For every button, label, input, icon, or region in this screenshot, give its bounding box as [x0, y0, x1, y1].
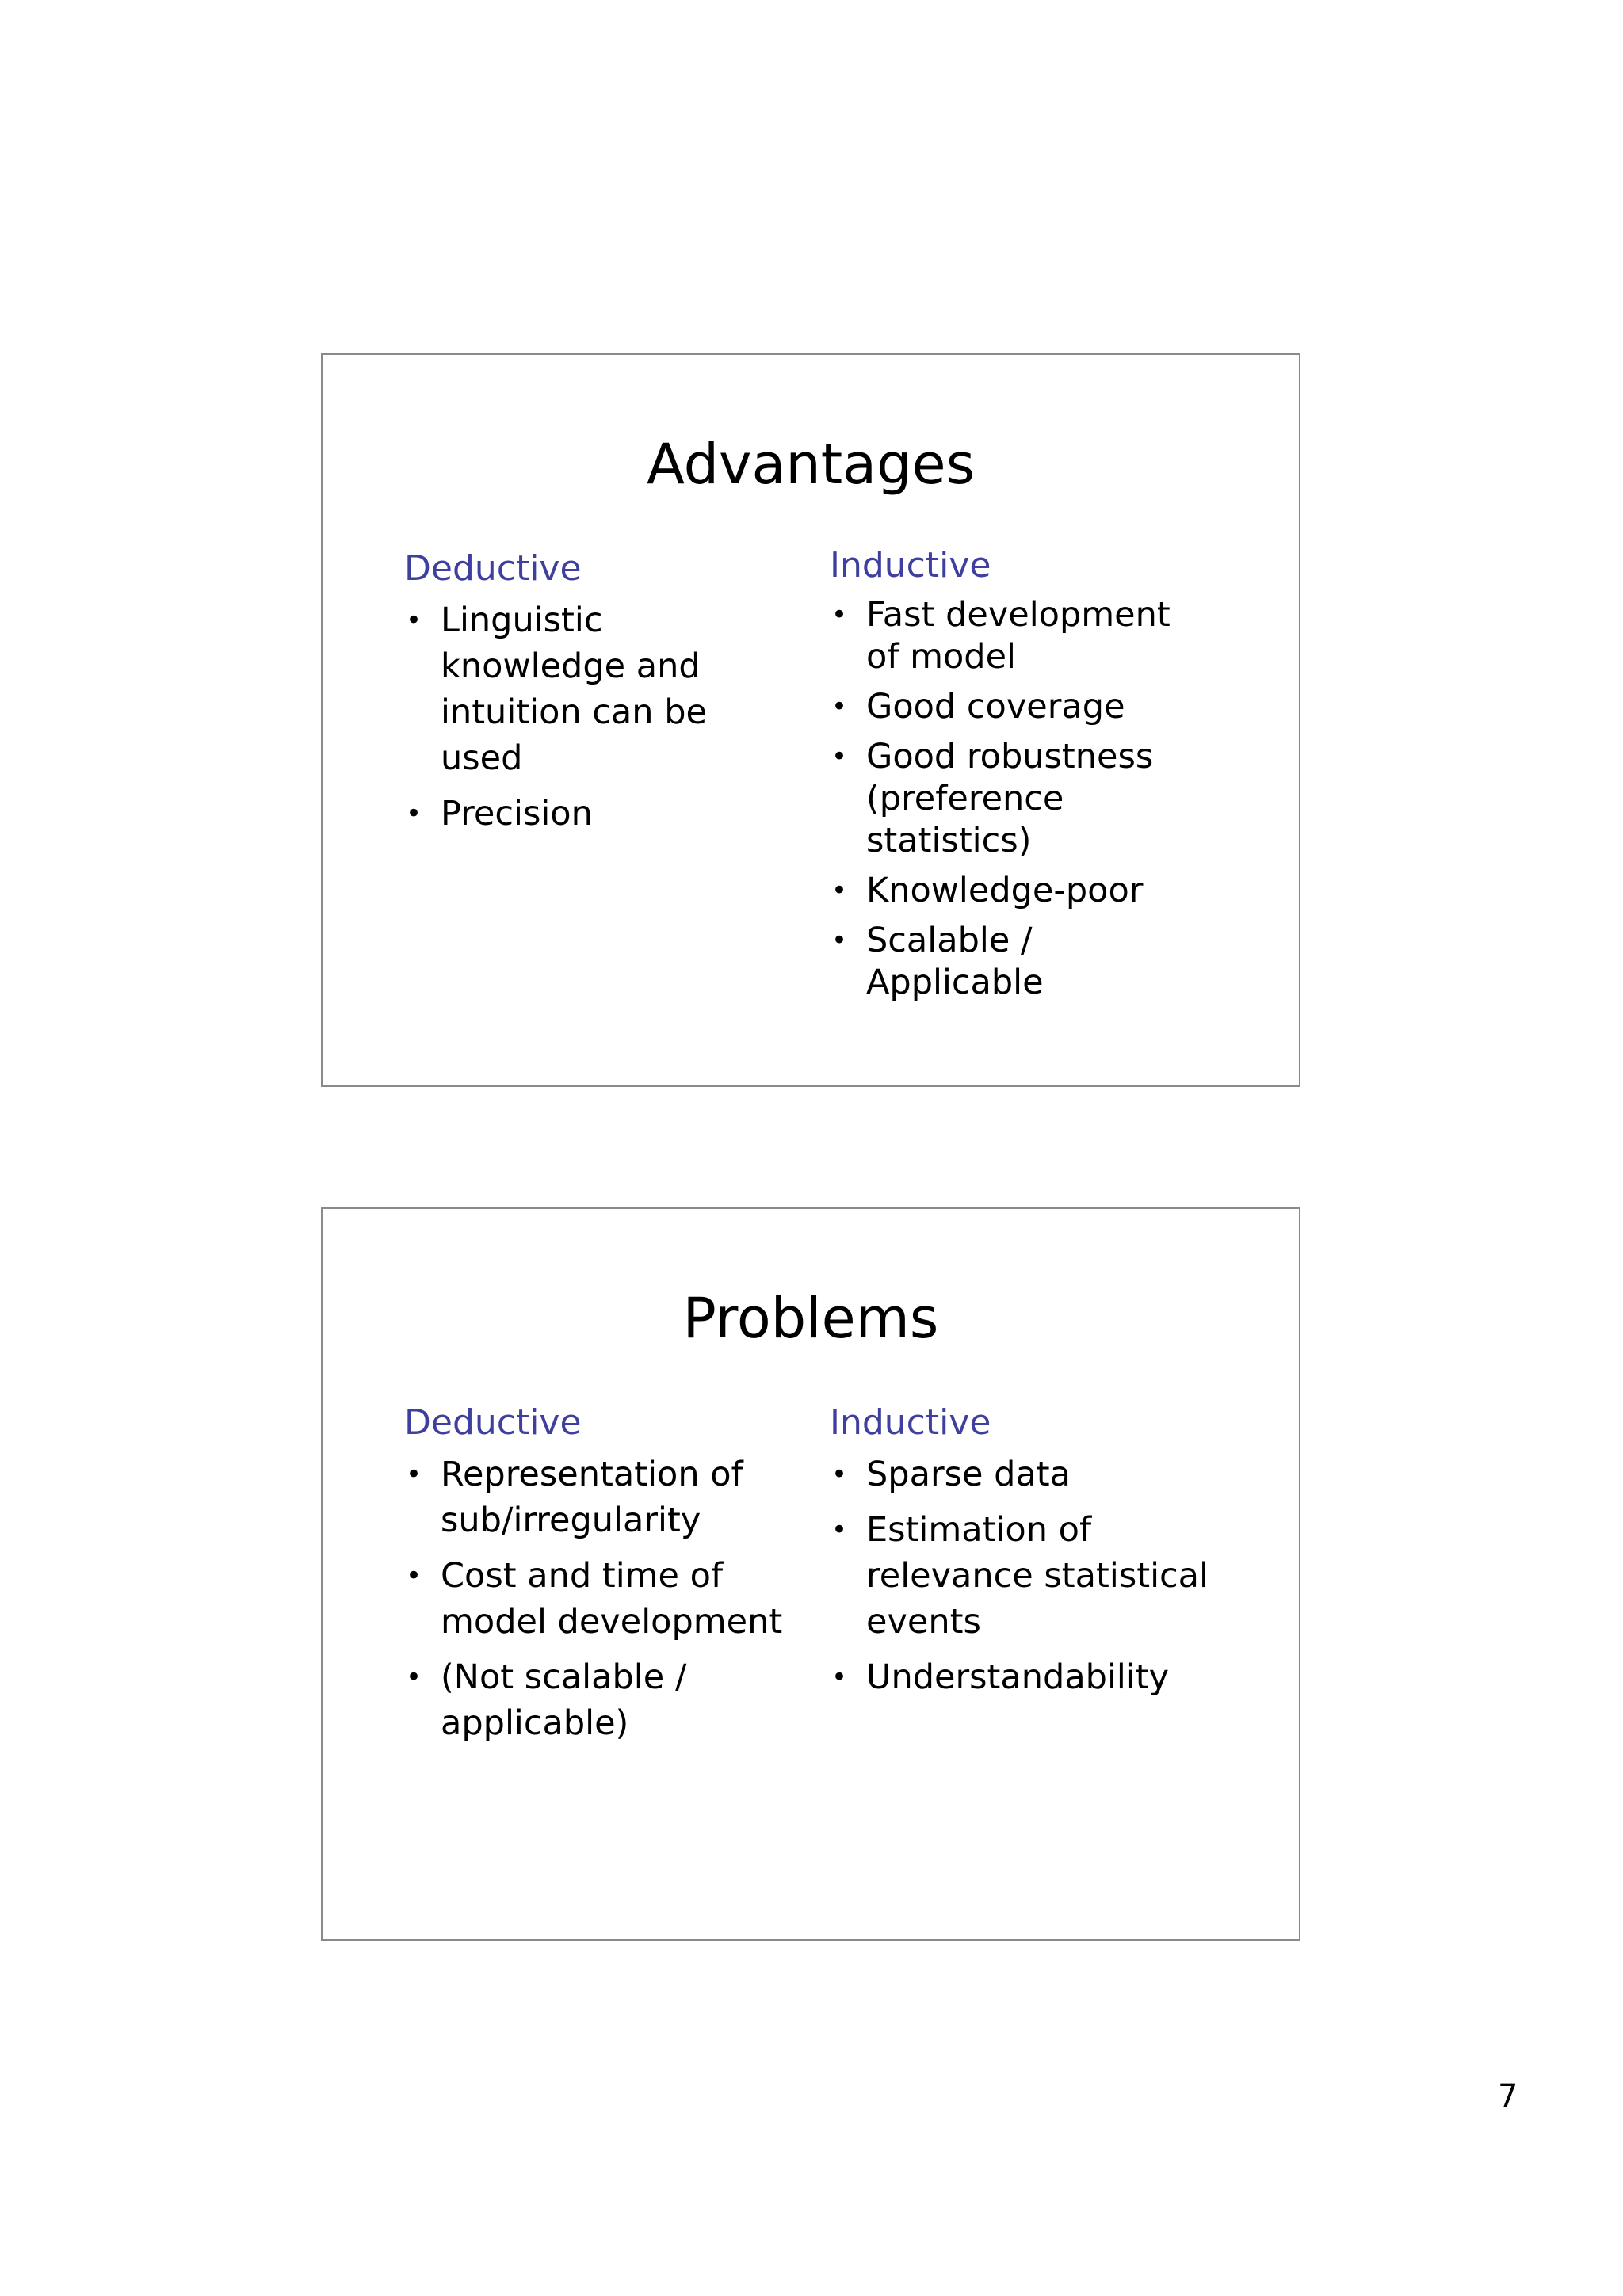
list-item — [404, 1654, 785, 1746]
list-item — [830, 1507, 1210, 1645]
slide-title: Advantages — [646, 432, 976, 497]
bullet-icon: • — [831, 1661, 848, 1693]
list-item-text: Good coverage — [866, 687, 1125, 727]
list-item — [830, 1654, 1210, 1700]
list-item-text: Representation of sub/irregularity — [441, 1455, 743, 1540]
slide-problems — [321, 1207, 1300, 1941]
list-item-text: (Not scalable / applicable) — [441, 1657, 687, 1743]
list-item-text: Scalable / Applicable — [866, 921, 1044, 1002]
list-item-text: Estimation of relevance statistical events — [866, 1510, 1209, 1642]
bullet-icon: • — [406, 1459, 422, 1490]
bullet-icon: • — [406, 605, 422, 636]
deductive-column — [404, 548, 785, 846]
list-item — [830, 1451, 1210, 1497]
bullet-icon: • — [831, 741, 848, 772]
page-number: 7 — [1498, 2078, 1518, 2115]
slide-advantages — [321, 353, 1300, 1087]
list-item — [830, 920, 1210, 1004]
bullet-icon: • — [831, 1459, 848, 1490]
inductive-column — [830, 1402, 1210, 1710]
list-item — [830, 870, 1210, 912]
column-heading: Inductive — [830, 1402, 991, 1443]
list-item-text: Fast development of model — [866, 595, 1170, 677]
list-item-text: Sparse data — [866, 1455, 1071, 1494]
list-item — [830, 594, 1210, 678]
bullet-icon: • — [406, 1661, 422, 1693]
list-item — [404, 1451, 785, 1543]
list-item — [830, 736, 1210, 862]
bullet-icon: • — [831, 875, 848, 906]
list-item — [404, 791, 785, 837]
list-item-text: Precision — [441, 794, 593, 833]
slide-title: Problems — [682, 1286, 939, 1351]
deductive-column — [404, 1402, 785, 1756]
bullet-icon: • — [831, 925, 848, 956]
list-item-text: Cost and time of model development — [441, 1556, 783, 1642]
list-item-text: Understandability — [866, 1657, 1170, 1697]
bullet-icon: • — [831, 1514, 848, 1546]
list-item-text: Linguistic knowledge and intuition can be used — [441, 601, 707, 778]
bullet-icon: • — [831, 691, 848, 723]
list-item-text: Knowledge-poor — [866, 871, 1144, 910]
list-item — [830, 686, 1210, 728]
list-item — [404, 597, 785, 781]
column-heading: Inductive — [830, 545, 991, 585]
list-item-text: Good robustness (preference statistics) — [866, 737, 1154, 860]
column-heading: Deductive — [404, 548, 582, 589]
bullet-icon: • — [831, 599, 848, 631]
bullet-icon: • — [406, 798, 422, 830]
column-heading: Deductive — [404, 1402, 582, 1443]
list-item — [404, 1553, 785, 1645]
inductive-column — [830, 545, 1210, 1012]
bullet-icon: • — [406, 1560, 422, 1592]
